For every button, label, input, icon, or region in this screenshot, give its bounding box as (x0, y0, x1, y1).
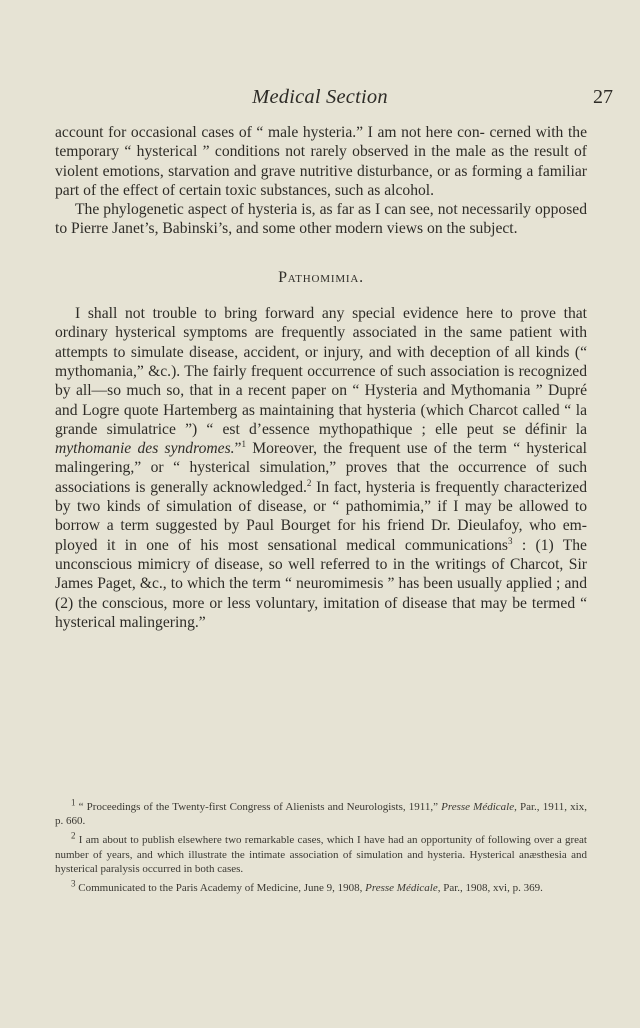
body-text (55, 123, 587, 632)
footnote-ref: 2 (306, 477, 312, 488)
page-number: 27 (593, 86, 613, 108)
footnote-ref: 1 (241, 438, 246, 449)
footnote-ref: 3 (508, 535, 513, 546)
footnote-italic: Presse Médicale (365, 882, 438, 895)
footnote (55, 878, 587, 895)
running-head (0, 86, 640, 110)
footnotes (55, 797, 587, 900)
text-run: In fact, hysteria is frequently characterized by two kinds of simulation of disease, or “ pathomimia,” if I may be allowed to borrow a term suggested by Paul Bourget for his friend Dr. Dieulafoy, who em- ployed it in one of his most sensational medical communications (55, 478, 587, 554)
footnote-mark: 2 (71, 830, 76, 841)
text-run: Moreover, the frequent use of the term “ hysterical malingering,” or “ hysterical simulation,” proves that the occurrence of such associations is generally acknowledged. (55, 440, 587, 496)
footnote-text: Communicated to the Paris Academy of Medicine, June 9, 1908, (75, 882, 366, 895)
italic-text: mythomanie des syndromes. (55, 440, 235, 458)
running-title: Medical Section (252, 86, 388, 108)
paragraph (55, 304, 587, 632)
text-run: ” (234, 440, 242, 458)
footnote-italic: Presse Médicale (441, 801, 515, 813)
paragraph: account for occasional cases of “ male hysteria.” I am not here con- cerned with the temporary “ hysterical ” conditions not rarely observed in the male as the result of violent emotions, starvation and grave nutritive disturbance, or as forming a familiar part of the effect of certain toxic substances, such as alcohol. (55, 124, 587, 199)
footnote-text: , Par., 1911, xix, p. 660. (55, 801, 587, 828)
footnote (55, 797, 587, 828)
footnote-mark: 1 (71, 797, 76, 808)
footnote-text: , Par., 1908, xvi, p. 369. (437, 882, 543, 895)
footnote-text: “ Proceedings of the Twenty-first Congress of Alienists and Neurologists, 1911,” (75, 801, 442, 813)
footnote (55, 830, 587, 876)
text-run: I shall not trouble to bring forward any special evidence here to prove that ordinary hysterical symptoms are frequently associated in the same patient with attempts to simulate disease, accident, or injury, and with deception of all kinds (“ mythomania,” &c.). The fairly frequent occurrence of such association is recognized by all—so much so, that in a recent paper on “ Hysteria and Mythomania ” Dupré and Logre quote Hartemberg as maintaining that hysteria (which Charcot called “ la grande simulatrice ”) “ est d’essence mythopathique ; elle peut se définir la (55, 305, 587, 438)
footnote-text: I am about to publish elsewhere two remarkable cases, which I have had an opportunity of following over a great number of years, and which illustrate the intimate association of simulation and hysteria. Hysterical anæsthesia and hysterical paralysis occurred in both cases. (55, 834, 587, 875)
paragraph: The phylogenetic aspect of hysteria is, as far as I can see, not necessarily opposed to Pierre Janet’s, Babinski’s, and some other modern views on the subject. (55, 201, 587, 238)
text-run: : (1) The unconscious mimicry of disease, so well referred to in the writings of Charcot, Sir James Paget, &c., to which the term “ neuromimesis ” has been usually applied ; and (2) the conscious, more or less voluntary, imitation of disease that may be termed “ hysterical malingering.” (55, 536, 587, 631)
section-heading: Pathomimia. (278, 268, 364, 286)
footnote-mark: 3 (71, 878, 76, 889)
